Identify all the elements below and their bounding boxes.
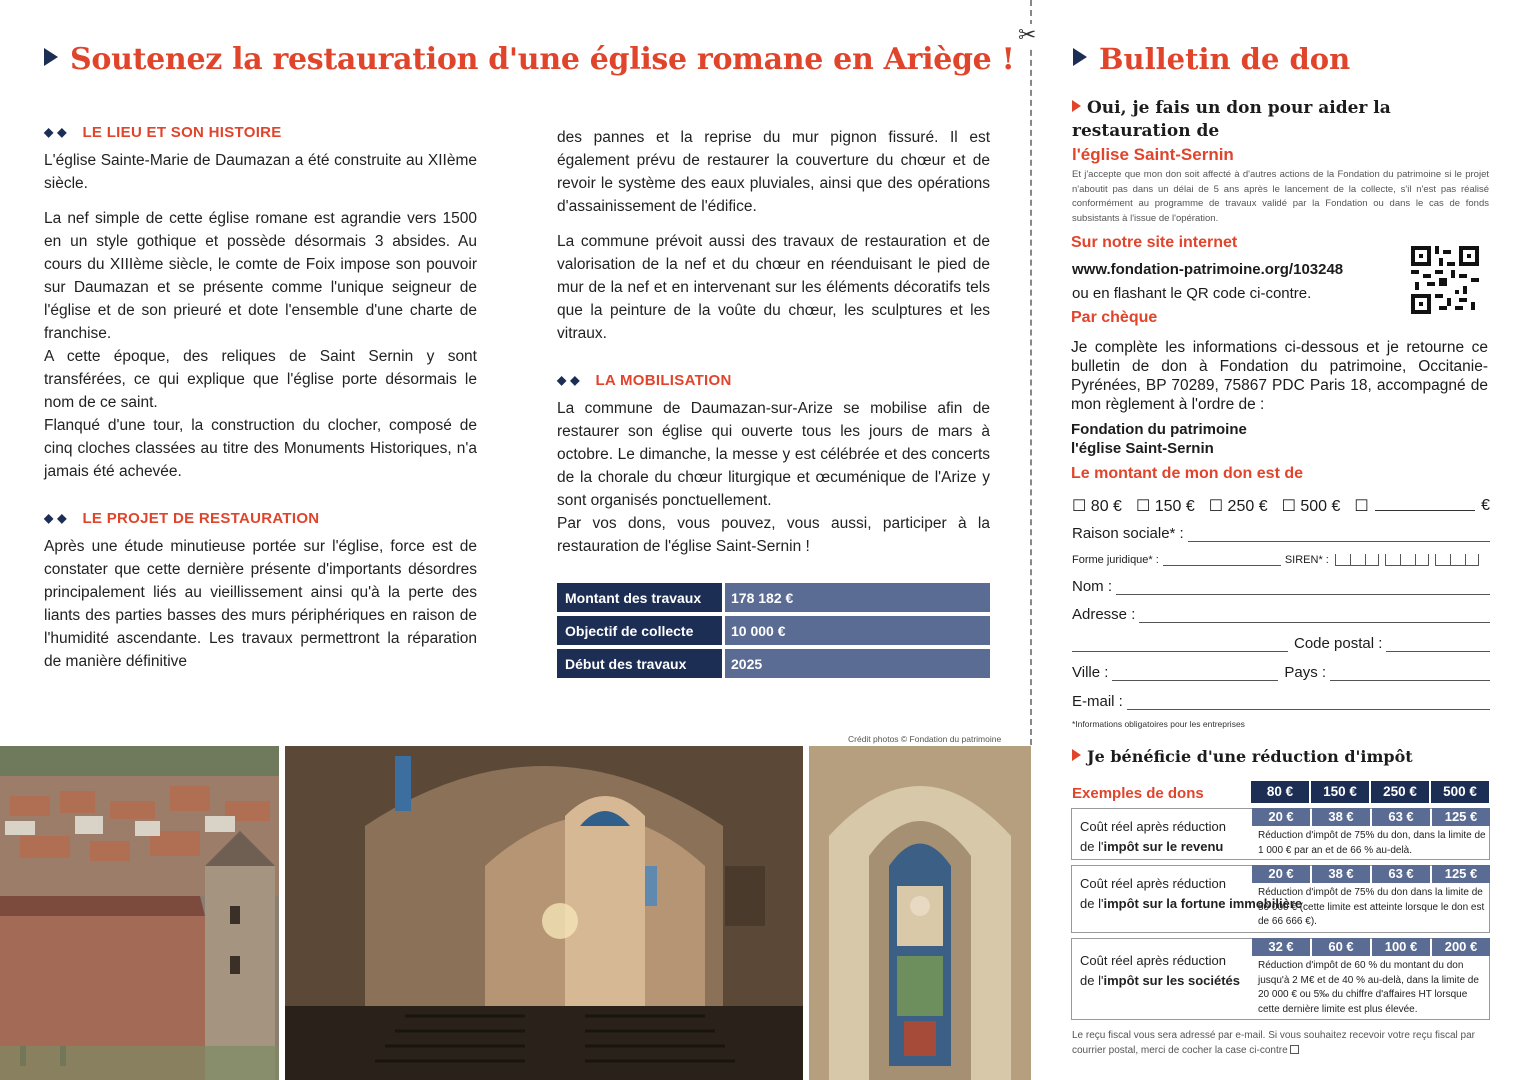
- code-postal-field[interactable]: Code postal :: [1072, 635, 1490, 652]
- raison-sociale-field[interactable]: Raison sociale* :: [1072, 525, 1490, 542]
- amount-other[interactable]: ☐: [1354, 496, 1474, 516]
- examples-label: Exemples de dons: [1072, 785, 1204, 802]
- adresse-field[interactable]: Adresse :: [1072, 606, 1490, 623]
- siren-box[interactable]: [1335, 554, 1379, 566]
- paragraph: La nef simple de cette église romane est agrandie vers 1500 en un style gothique et possède désormais 3 absides. Au cours du XIIIème siècle, le comte de Foix impose son pouvoir sur Daumazan et se présente comme l'unique seigneur de l'église et de son prieuré et dote l'ensemble d'une charte de franchise.: [44, 210, 477, 342]
- amount-options: [1072, 496, 1490, 516]
- site-heading: Sur notre site internet: [1071, 234, 1238, 251]
- section-heading-projet: ◆◆ LE PROJET DE RESTAURATION: [44, 507, 477, 530]
- siren-box[interactable]: [1435, 554, 1479, 566]
- info-row: [557, 616, 990, 645]
- site-url[interactable]: www.fondation-patrimoine.org/103248: [1072, 261, 1344, 278]
- amount-other-line[interactable]: [1375, 497, 1475, 511]
- qr-code[interactable]: [1411, 246, 1479, 314]
- diamonds-icon: ◆◆: [44, 125, 71, 139]
- church-interior-photo: [285, 746, 803, 1080]
- info-value: 178 182 €: [725, 583, 990, 612]
- fiscal-note: Le reçu fiscal vous sera adressé par e-mail. Si vous souhaitez recevoir votre reçu fiscal par courrier postal, merci de cocher la case ci-contre: [1072, 1030, 1475, 1056]
- ville-pays-field[interactable]: Ville : Pays :: [1072, 664, 1490, 681]
- amount-heading: Le montant de mon don est de: [1071, 465, 1304, 482]
- scissors-icon: ✂: [1018, 22, 1037, 47]
- amount-checkbox-80[interactable]: ☐ 80 €: [1072, 498, 1122, 515]
- cut-line: [1030, 0, 1032, 745]
- info-value: 2025: [725, 649, 990, 678]
- form-subtitle: Oui, je fais un don pour aider la restauration de l'église Saint-Sernin: [1072, 98, 1391, 164]
- info-label: Début des travaux: [557, 649, 725, 678]
- info-value: 10 000 €: [725, 616, 990, 645]
- info-row: [557, 649, 990, 678]
- amount-checkbox-250[interactable]: ☐ 250 €: [1208, 498, 1268, 515]
- reduction-block-ir: Coût réel après réduction de l'impôt sur le revenu 20 € 38 € 63 € 125 € Réduction d'impôt de 75% du don, dans la limite de 1 000 € par an et de 66 % au-delà.: [1071, 808, 1490, 860]
- examples-amounts: 80 € 150 € 250 € 500 €: [1251, 781, 1491, 803]
- paragraph: A cette époque, des reliques de Saint Sernin y sont transférées, ce qui explique que l'église porte désormais le nom de ce saint.: [44, 348, 477, 411]
- triangle-icon: [1073, 48, 1087, 66]
- reduction-block-ifi: Coût réel après réduction de l'impôt sur la fortune immobilière 20 € 38 € 63 € 125 € Réduction d'impôt de 75% du don dans la limite de 50 000 € (cette limite est atteinte lorsque le don est de 66 666 €).: [1071, 865, 1490, 933]
- triangle-icon: [1072, 100, 1081, 112]
- siren-label: SIREN* :: [1284, 554, 1329, 566]
- form-title: Bulletin de don: [1073, 42, 1350, 76]
- page-title: Soutenez la restauration d'une église romane en Ariège !: [44, 42, 1014, 77]
- triangle-icon: [1072, 749, 1081, 761]
- triangle-icon: [44, 48, 58, 66]
- info-label: Objectif de collecte: [557, 616, 725, 645]
- small-print: Et j'accepte que mon don soit affecté à d'autres actions de la Fondation du patrimoine si le projet n'aboutit pas dans un délai de 5 ans après le lancement de la collecte, s'il n'est pas réalisé conformément au programme de travaux validé par la Fondation ou dans le cas de fonds subsistants à l'issue de l'opération.: [1072, 169, 1489, 224]
- required-note: *Informations obligatoires pour les entreprises: [1072, 719, 1245, 729]
- project-info-table: [557, 583, 990, 682]
- stained-glass-photo: [809, 746, 1031, 1080]
- paragraph: L'église Sainte-Marie de Daumazan a été construite au XIIème siècle.: [44, 152, 477, 192]
- paragraph: des pannes et la reprise du mur pignon fissuré. Il est également prévu de restaurer la couverture du chœur et de revoir le système des eaux pluviales, ainsi que des opérations d'assainissement de l'édifice.: [557, 129, 990, 215]
- diamonds-icon: ◆◆: [44, 511, 71, 525]
- impot-heading: Je bénéficie d'une réduction d'impôt: [1072, 747, 1413, 766]
- amount-checkbox-500[interactable]: ☐ 500 €: [1281, 498, 1341, 515]
- amount-checkbox-150[interactable]: ☐ 150 €: [1135, 498, 1195, 515]
- paragraph: Flanqué d'une tour, la construction du clocher, composé de cinq cloches classées au titre des Monuments Historiques, n'a jamais été achevée.: [44, 417, 477, 480]
- paragraph: La commune prévoit aussi des travaux de restauration et de valorisation de la nef et du chœur en réenduisant le pied de mur de la nef et en intervenant sur les éléments décoratifs tels que la peinture de la voûte du chœur, les sculptures et les vitraux.: [557, 233, 990, 342]
- paragraph: La commune de Daumazan-sur-Arize se mobilise afin de restaurer son église qui ouverte tous les jours de mars à octobre. Le dimanche, la messe y est célébrée et des concerts de la chorale du chœur liturgique et œcuménique de l'Arize y sont organisés ponctuellement.: [557, 400, 990, 509]
- section-heading-lieu: ◆◆ LE LIEU ET SON HISTOIRE: [44, 121, 477, 144]
- paragraph: Par vos dons, vous pouvez, vous aussi, participer à la restauration de l'église Saint-Sernin !: [557, 515, 990, 555]
- info-label: Montant des travaux: [557, 583, 725, 612]
- village-photo: [0, 746, 279, 1080]
- payee-name: Fondation du patrimoine l'église Saint-Sernin: [1071, 421, 1247, 457]
- info-row: [557, 583, 990, 612]
- photo-credit: Crédit photos © Fondation du patrimoine: [848, 734, 1002, 744]
- reduction-block-is: Coût réel après réduction de l'impôt sur les sociétés 32 € 60 € 100 € 200 € Réduction d'impôt de 60 % du montant du don jusqu'à 2 M€ et de 40 % au-delà, dans la limite de 20 000 € ou 5‰ du chiffre d'affaires HT lorsque cette dernière limite est plus élevée.: [1071, 938, 1490, 1020]
- left-column: [44, 121, 477, 685]
- paragraph: Après une étude minutieuse portée sur l'église, force est de constater que cette dernière présente d'importants désordres principalement liés au vieillissement ainsi qu'à la perte des liants des parties basses des murs périphériques en raison de l'humidité ascendante. Les travaux permettront la réparation de manière définitive: [44, 538, 477, 670]
- nom-field[interactable]: Nom :: [1072, 578, 1490, 595]
- diamonds-icon: ◆◆: [557, 373, 584, 387]
- siren-box[interactable]: [1385, 554, 1429, 566]
- postal-receipt-checkbox[interactable]: [1290, 1045, 1299, 1054]
- euro-sign: €: [1481, 497, 1490, 514]
- cheque-heading: Par chèque: [1071, 309, 1158, 326]
- section-heading-mobilisation: ◆◆ LA MOBILISATION: [557, 369, 990, 392]
- qr-text: ou en flashant le QR code ci-contre.: [1072, 285, 1312, 302]
- forme-juridique-field[interactable]: Forme juridique* : SIREN* :: [1072, 552, 1490, 566]
- email-field[interactable]: E-mail :: [1072, 693, 1490, 710]
- cheque-text: Je complète les informations ci-dessous et je retourne ce bulletin de don à Fondation du patrimoine, Occitanie-Pyrénées, BP 70289, 75867 PDC Paris 18, accompagné de mon règlement à l'ordre de :: [1071, 339, 1488, 413]
- right-column: [557, 126, 990, 570]
